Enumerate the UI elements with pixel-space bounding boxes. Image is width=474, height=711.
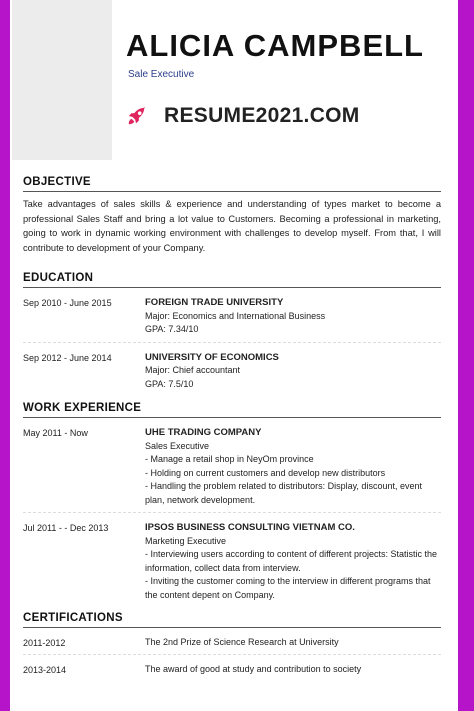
- job-bullet: - Interviewing users according to content of different projects: Statistic the information, collect data from interview.: [145, 549, 437, 573]
- entry-date: 2011-2012: [23, 638, 66, 648]
- certification-text: The 2nd Prize of Science Research at University: [145, 637, 339, 647]
- gpa: GPA: 7.34/10: [145, 324, 199, 334]
- entry-date: Sep 2012 - June 2014: [23, 352, 112, 363]
- certification-entry: [23, 663, 441, 681]
- certification-text: The award of good at study and contribution to society: [145, 663, 362, 674]
- education-entry: [23, 296, 441, 343]
- job-entry: [23, 521, 441, 607]
- left-accent-bar: [0, 0, 10, 711]
- job-role: Sales Executive: [145, 440, 210, 451]
- job-bullet: - Inviting the customer coming to the interview in different programs that the content depent on Company.: [145, 576, 431, 600]
- entry-date: Jul 2011 - - Dec 2013: [23, 523, 109, 533]
- education-section: [23, 272, 441, 396]
- education-entry: [23, 351, 441, 397]
- entry-date: Sep 2010 - June 2015: [23, 298, 112, 308]
- school-name: FOREIGN TRADE UNIVERSITY: [145, 297, 284, 308]
- candidate-name: ALICIA CAMPBELL: [126, 28, 424, 63]
- objective-text: Take advantages of sales skills & experience and understanding of types market to become a professional Sales Staff and bring a lot value to Customers. Becoming a professional in marketing, going to work in dynamic working environment with challenges to develop myself. From that, I will contribute to development of your Company.: [23, 199, 441, 253]
- job-bullet: - Manage a retail shop in NeyOm province: [145, 454, 314, 464]
- objective-section: [23, 176, 441, 255]
- job-role: Marketing Executive: [145, 535, 227, 546]
- section-title: CERTIFICATIONS: [23, 612, 441, 628]
- job-entry: [23, 426, 441, 513]
- section-title: OBJECTIVE: [23, 176, 441, 192]
- job-bullet: - Holding on current customers and develop new distributors: [145, 467, 386, 478]
- job-title: Sale Executive: [128, 69, 195, 80]
- job-bullet: - Handling the problem related to distributors: Display, discount, event plan, network development.: [145, 481, 422, 505]
- major: Major: Economics and International Business: [145, 310, 326, 321]
- right-accent-bar: [458, 0, 474, 711]
- entry-date: 2013-2014: [23, 664, 67, 675]
- rocket-icon: [126, 105, 148, 127]
- gpa: GPA: 7.5/10: [145, 378, 194, 389]
- profile-photo-placeholder: [12, 0, 112, 160]
- brand-text: RESUME2021.COM: [164, 104, 360, 127]
- section-title: WORK EXPERIENCE: [23, 402, 441, 418]
- company-name: IPSOS BUSINESS CONSULTING VIETNAM CO.: [145, 522, 355, 533]
- certification-entry: [23, 636, 441, 655]
- major: Major: Chief accountant: [145, 365, 241, 375]
- section-title: EDUCATION: [23, 272, 441, 288]
- company-name: UHE TRADING COMPANY: [145, 427, 262, 438]
- work-experience-section: [23, 402, 441, 607]
- certifications-section: [23, 612, 441, 680]
- entry-date: May 2011 - Now: [23, 428, 88, 438]
- school-name: UNIVERSITY OF ECONOMICS: [145, 351, 279, 363]
- brand-logo[interactable]: [126, 104, 360, 128]
